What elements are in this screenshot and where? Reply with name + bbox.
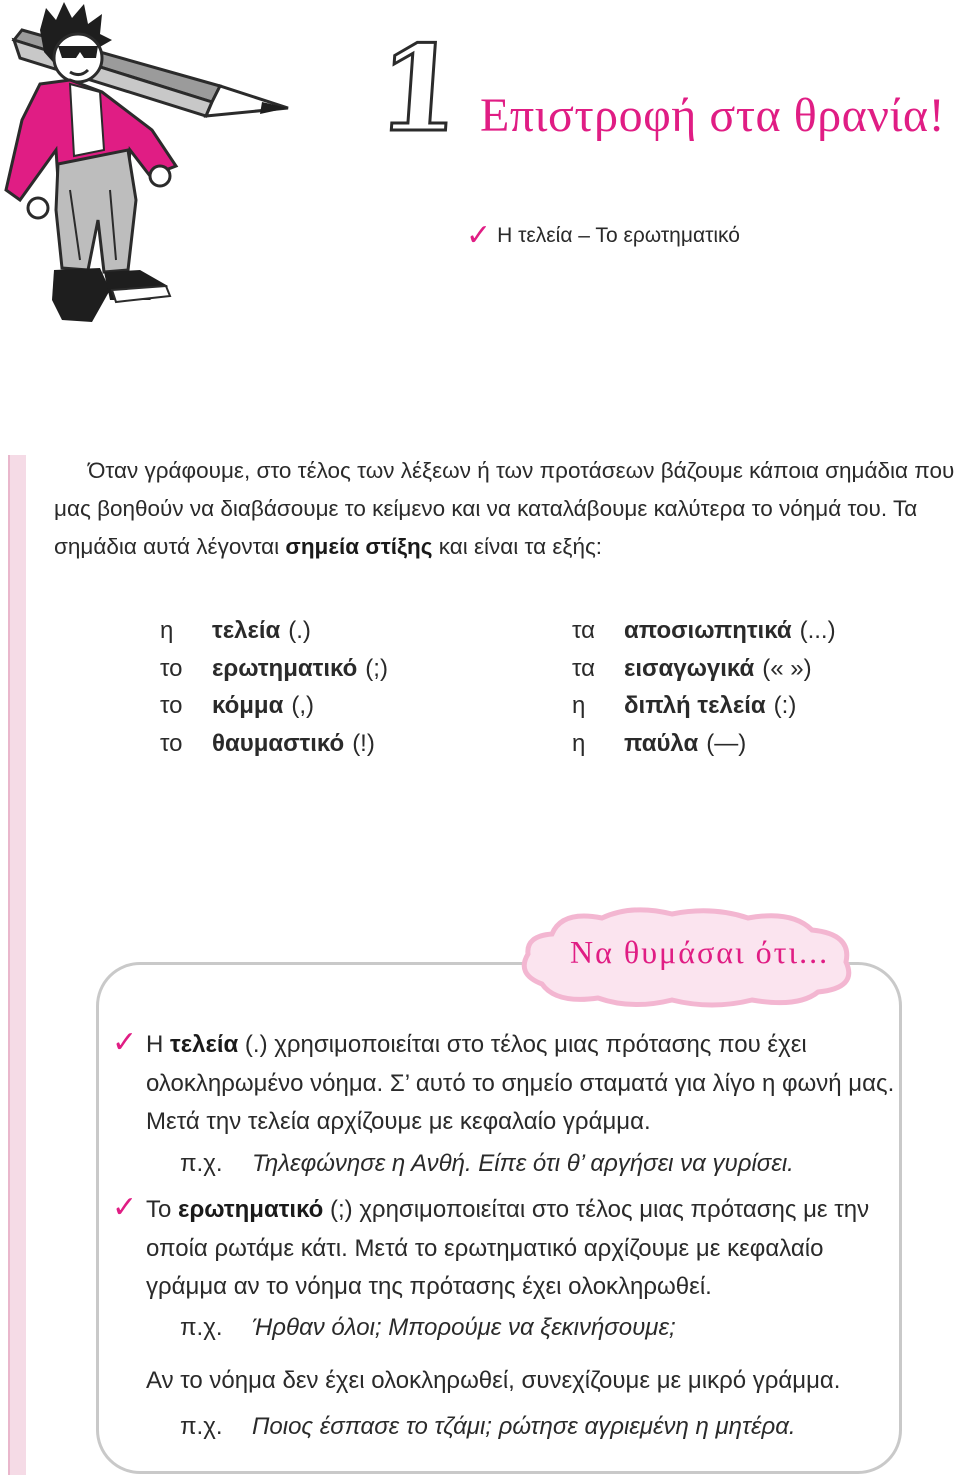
rule-text: Το — [146, 1196, 179, 1223]
intro-text: Όταν γράφουμε, στο τέλος των λέξεων ή των προτάσεων βάζουμε κάποια σημάδια που μας βοηθούν να διαβάσουμε το κείμενο και να καταλάβουμε καλύτερα το νόημά του. Τα σημάδια αυτά λέγονται — [54, 458, 955, 559]
objective-text: Η τελεία – Το ερωτηματικό — [497, 224, 740, 247]
mark-name: διπλή τελεία — [624, 692, 766, 719]
example-text: Ήρθαν όλοι; Μπορούμε να ξεκινήσουμε; — [252, 1314, 676, 1341]
punctuation-list-right — [572, 612, 836, 762]
mark-name: κόμμα — [212, 692, 284, 719]
check-icon: ✓ — [466, 219, 492, 252]
mark-name: εισαγωγικά — [624, 654, 755, 682]
mark-article: η — [160, 617, 174, 644]
check-icon: ✓ — [112, 1026, 138, 1059]
example-text: Τηλεφώνησε η Ανθή. Είπε ότι θ’ αργήσει να γυρίσει. — [252, 1150, 794, 1177]
intro-text-end: και είναι τα εξής: — [432, 534, 603, 559]
sidebar-stripe — [8, 455, 26, 1475]
example-label: π.χ. — [180, 1314, 223, 1341]
mark-symbol: (!) — [352, 729, 375, 757]
intro-paragraph — [54, 452, 960, 566]
mark-article: το — [160, 729, 183, 757]
list-item — [160, 725, 388, 763]
mark-symbol: (;) — [365, 654, 388, 682]
example-2 — [180, 1314, 676, 1342]
punctuation-list-left — [160, 612, 388, 762]
mark-article: το — [160, 692, 183, 719]
list-item — [572, 687, 836, 725]
mark-name: ερωτηματικό — [212, 654, 358, 682]
list-item — [572, 725, 836, 763]
mark-symbol: (,) — [291, 692, 315, 719]
mark-article: το — [160, 654, 183, 682]
mark-symbol: (...) — [799, 617, 836, 644]
list-item — [572, 612, 836, 650]
mark-symbol: (:) — [773, 692, 797, 719]
example-label: π.χ. — [180, 1150, 223, 1177]
rule-text: Η — [146, 1031, 170, 1058]
mark-article: η — [572, 692, 586, 719]
list-item — [572, 650, 836, 688]
mark-name: παύλα — [624, 729, 699, 757]
rule-question-mark — [112, 1191, 902, 1307]
rule-text: (.) χρησιμοποιείται στο τέλος μιας πρότασης που έχει ολοκληρωμένο νόημα. Σ’ αυτό το σημείο σταματά για λίγο η φωνή μας. Μετά την τελεία αρχίζουμε με κεφαλαίο γράμμα. — [146, 1031, 895, 1135]
mark-name: αποσιωπητικά — [624, 617, 792, 644]
rule-term: ερωτηματικό — [178, 1196, 324, 1223]
example-3 — [180, 1413, 796, 1441]
mark-article: η — [572, 729, 586, 757]
example-1 — [180, 1150, 794, 1178]
mark-name: τελεία — [212, 617, 281, 644]
mark-symbol: (.) — [288, 617, 311, 644]
intro-term: σημεία στίξης — [285, 534, 433, 559]
mark-article: τα — [572, 617, 596, 644]
chapter-number: 1 — [373, 19, 466, 158]
example-text: Ποιος έσπασε το τζάμι; ρώτησε αγριεμένη η μητέρα. — [252, 1413, 796, 1440]
check-icon: ✓ — [112, 1191, 138, 1224]
mark-article: τα — [572, 654, 596, 682]
objective — [466, 218, 740, 253]
mark-name: θαυμαστικό — [212, 729, 345, 757]
list-item — [160, 612, 388, 650]
closing-note: Αν το νόημα δεν έχει ολοκληρωθεί, συνεχίζουμε με μικρό γράμμα. — [146, 1367, 841, 1394]
chapter-title: Επιστροφή στα θρανία! — [480, 89, 946, 142]
list-item — [160, 687, 388, 725]
rule-period — [112, 1026, 902, 1142]
rule-text: (;) χρησιμοποιείται στο τέλος μιας πρότασης με την οποία ρωτάμε κάτι. Μετά το ερωτηματικό αρχίζουμε με κεφαλαίο γράμμα αν το νόημα της πρότασης έχει ολοκληρωθεί. — [146, 1196, 870, 1300]
example-label: π.χ. — [180, 1413, 223, 1440]
remember-heading: Να θυμάσαι ότι... — [570, 934, 830, 970]
list-item — [160, 650, 388, 688]
mark-symbol: (« ») — [762, 654, 812, 682]
mark-symbol: (—) — [706, 729, 747, 757]
rule-term: τελεία — [170, 1031, 239, 1058]
boy-with-pencil-illustration — [0, 0, 300, 340]
